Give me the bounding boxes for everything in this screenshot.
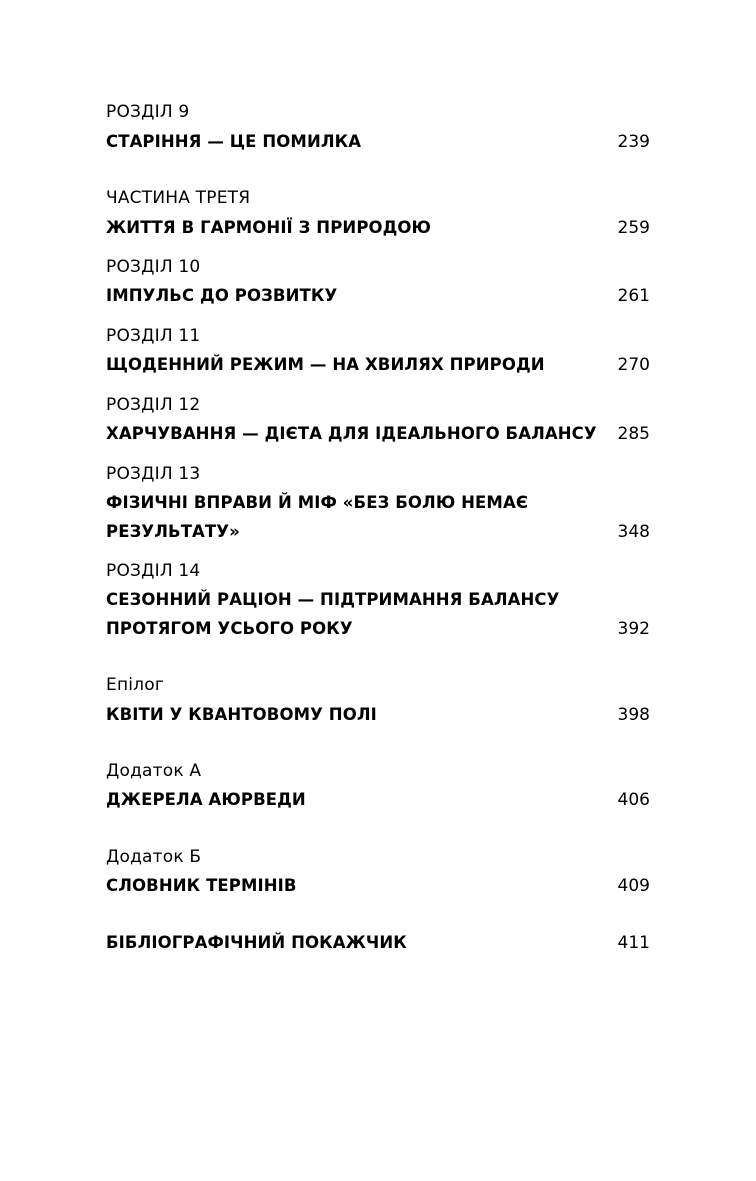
section-title: СЕЗОННИЙ РАЦІОН — ПІДТРИМАННЯ БАЛАНСУ: [106, 590, 560, 609]
page-number: 392: [617, 619, 650, 639]
section-title: ФІЗИЧНІ ВПРАВИ Й МІФ «БЕЗ БОЛЮ НЕМАЄ: [106, 493, 529, 512]
section-title: ЖИТТЯ В ГАРМОНІЇ З ПРИРОДОЮ: [106, 218, 432, 237]
section-label: РОЗДІЛ 11: [106, 326, 201, 346]
section-label: РОЗДІЛ 12: [106, 395, 201, 415]
page-number: 348: [617, 522, 650, 542]
page-number: 285: [617, 424, 650, 444]
section-title: ХАРЧУВАННЯ — ДІЄТА ДЛЯ ІДЕАЛЬНОГО БАЛАНСУ: [106, 424, 597, 443]
page-number: 409: [617, 876, 650, 896]
section-title: БІБЛІОГРАФІЧНИЙ ПОКАЖЧИК: [106, 933, 407, 952]
section-label: Додаток А: [106, 761, 202, 781]
page-number: 261: [617, 286, 650, 306]
section-label: ЧАСТИНА ТРЕТЯ: [106, 188, 251, 208]
section-label: РОЗДІЛ 9: [106, 102, 190, 122]
section-label: РОЗДІЛ 14: [106, 561, 201, 581]
section-label: РОЗДІЛ 13: [106, 464, 201, 484]
page-number: 406: [617, 790, 650, 810]
section-title: ДЖЕРЕЛА АЮРВЕДИ: [106, 790, 306, 809]
section-title: СЛОВНИК ТЕРМІНІВ: [106, 876, 297, 895]
page-number: 259: [617, 218, 650, 238]
section-title: ЩОДЕННИЙ РЕЖИМ — НА ХВИЛЯХ ПРИРОДИ: [106, 355, 545, 374]
page-number: 398: [617, 705, 650, 725]
section-title: ІМПУЛЬС ДО РОЗВИТКУ: [106, 286, 338, 305]
section-label: Епілог: [106, 675, 164, 695]
page-number: 239: [617, 132, 650, 152]
section-title-continued: РЕЗУЛЬТАТУ»: [106, 522, 240, 541]
section-label: РОЗДІЛ 10: [106, 257, 201, 277]
page-number: 270: [617, 355, 650, 375]
section-title: КВІТИ У КВАНТОВОМУ ПОЛІ: [106, 705, 377, 724]
page-number: 411: [617, 933, 650, 953]
section-label: Додаток Б: [106, 847, 202, 867]
section-title-continued: ПРОТЯГОМ УСЬОГО РОКУ: [106, 619, 353, 638]
section-title: СТАРІННЯ — ЦЕ ПОМИЛКА: [106, 132, 362, 151]
